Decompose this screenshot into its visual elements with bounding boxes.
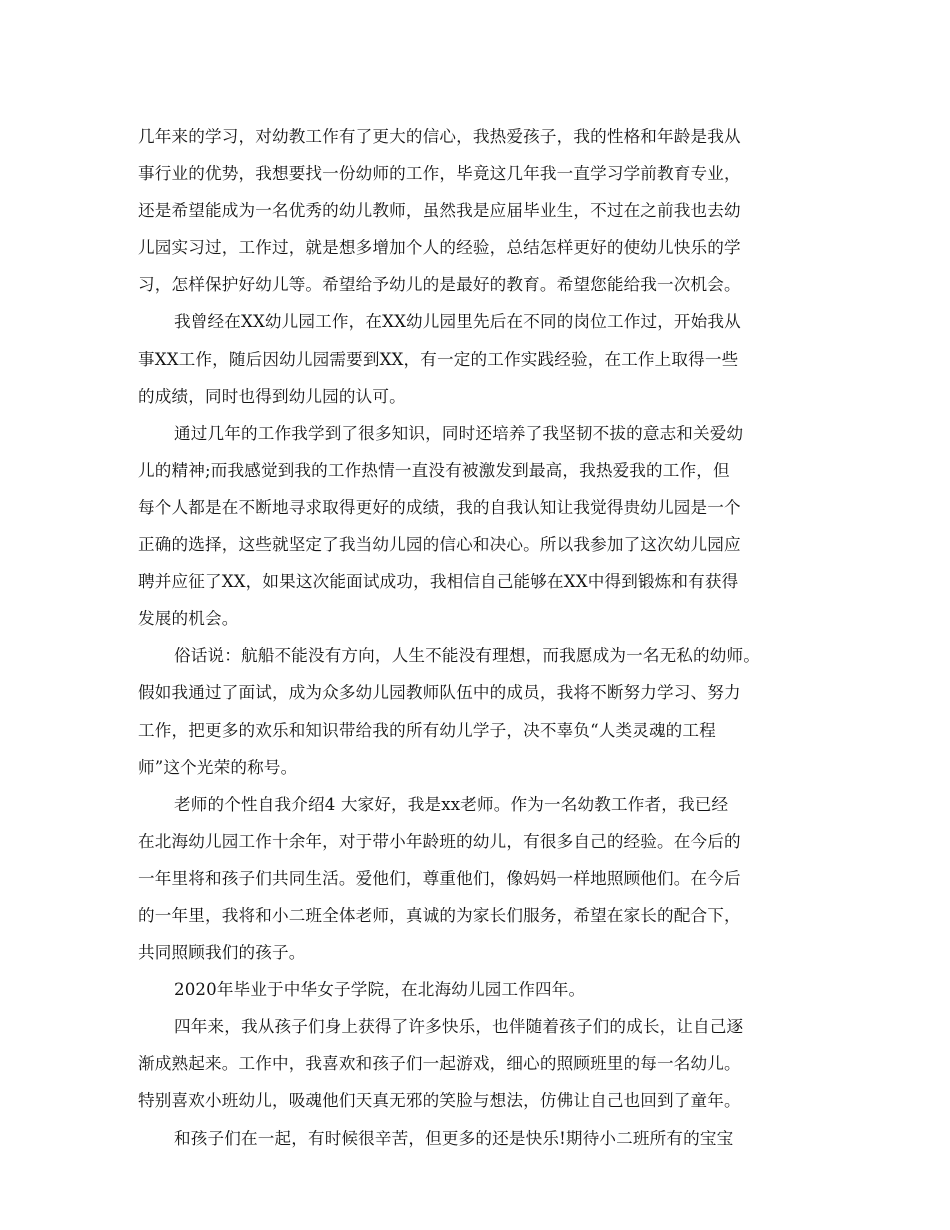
text-line: 师”这个光荣的称号。 xyxy=(138,757,298,777)
text-line: 事XX工作，随后因幼儿园需要到XX，有一定的工作实践经验，在工作上取得一些 xyxy=(138,349,739,369)
text-line: 老师的个性自我介绍4 大家好，我是xx老师。作为一名幼教工作者，我已经 xyxy=(174,794,729,814)
text-line: 聘并应征了XX，如果这次能面试成功，我相信自己能够在XX中得到锻炼和有获得 xyxy=(138,572,739,592)
text-line: 我曾经在XX幼儿园工作，在XX幼儿园里先后在不同的岗位工作过，开始我从 xyxy=(174,312,741,332)
text-line: 四年来，我从孩子们身上获得了许多快乐，也伴随着孩子们的成长，让自己逐 xyxy=(174,1017,744,1037)
text-line: 假如我通过了面试，成为众多幼儿园教师队伍中的成员，我将不断努力学习、努力 xyxy=(138,683,741,703)
text-line: 特别喜欢小班幼儿，吸魂他们天真无邪的笑脸与想法，仿佛让自己也回到了童年。 xyxy=(138,1091,741,1111)
text-line: 儿的精神;而我感觉到我的工作热情一直没有被激发到最高，我热爱我的工作，但 xyxy=(138,460,730,480)
text-line: 事行业的优势，我想要找一份幼师的工作，毕竟这几年我一直学习学前教育专业， xyxy=(138,164,741,184)
text-line: 的成绩，同时也得到幼儿园的认可。 xyxy=(138,386,406,406)
text-line: 通过几年的工作我学到了很多知识，同时还培养了我坚韧不拔的意志和关爱幼 xyxy=(174,423,744,443)
text-line: 工作，把更多的欢乐和知识带给我的所有幼儿学子，决不辜负“人类灵魂的工程 xyxy=(138,720,716,740)
text-line: 发展的机会。 xyxy=(138,609,239,629)
text-line: 的一年里，我将和小二班全体老师，真诚的为家长们服务，希望在家长的配合下， xyxy=(138,905,741,925)
text-line: 和孩子们在一起，有时候很辛苦，但更多的还是快乐!期待小二班所有的宝宝 xyxy=(174,1128,734,1148)
text-line: 还是希望能成为一名优秀的幼儿教师，虽然我是应届毕业生，不过在之前我也去幼 xyxy=(138,201,741,221)
text-line: 在北海幼儿园工作十余年，对于带小年龄班的幼儿，有很多自己的经验。在今后的 xyxy=(138,831,741,851)
text-line: 正确的选择，这些就坚定了我当幼儿园的信心和决心。所以我参加了这次幼儿园应 xyxy=(138,535,741,555)
text-line: 每个人都是在不断地寻求取得更好的成绩，我的自我认知让我觉得贵幼儿园是一个 xyxy=(138,497,741,517)
text-line: 一年里将和孩子们共同生活。爱他们，尊重他们，像妈妈一样地照顾他们。在今后 xyxy=(138,868,741,888)
document-body xyxy=(138,118,818,1157)
text-line: 儿园实习过，工作过，就是想多增加个人的经验，总结怎样更好的使幼儿快乐的学 xyxy=(138,238,741,258)
text-line: 2020年毕业于中华女子学院，在北海幼儿园工作四年。 xyxy=(174,980,586,1000)
text-line: 共同照顾我们的孩子。 xyxy=(138,943,306,963)
text-line: 渐成熟起来。工作中，我喜欢和孩子们一起游戏，细心的照顾班里的每一名幼儿。 xyxy=(138,1054,741,1074)
text-line: 几年来的学习，对幼教工作有了更大的信心，我热爱孩子，我的性格和年龄是我从 xyxy=(138,127,741,146)
text-line: 俗话说：航船不能没有方向，人生不能没有理想，而我愿成为一名无私的幼师。 xyxy=(174,646,761,666)
text-line: 习，怎样保护好幼儿等。希望给予幼儿的是最好的教育。希望您能给我一次机会。 xyxy=(138,275,741,295)
